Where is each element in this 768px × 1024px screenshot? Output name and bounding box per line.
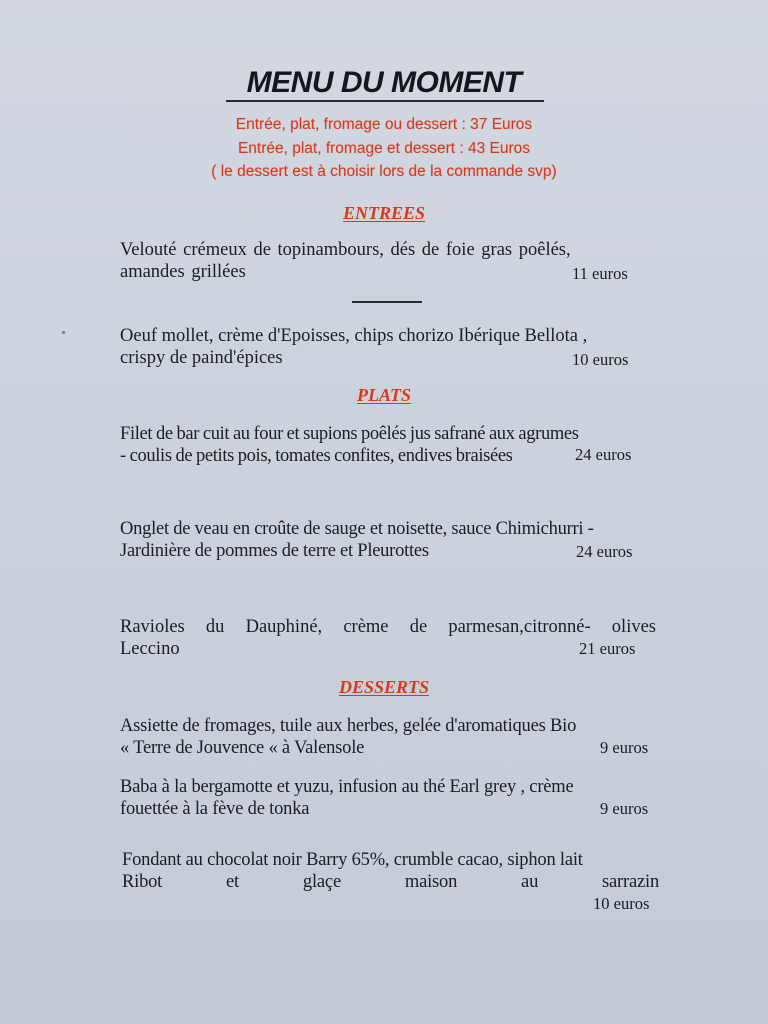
dish-divider (352, 301, 422, 303)
menu-title: MENU DU MOMENT (246, 66, 522, 99)
formula-price-1: Entrée, plat, fromage ou dessert : 37 Euros (235, 116, 533, 133)
dish-line: Fondant au chocolat noir Barry 65%, crumble cacao, siphon lait (122, 850, 583, 870)
dish-price: 9 euros (600, 799, 649, 818)
dish-line: Baba à la bergamotte et yuzu, infusion au thé Earl grey , crème (120, 777, 574, 797)
dish-plat-3 (120, 616, 656, 660)
section-heading-desserts: DESSERTS (338, 677, 430, 697)
dish-price: 21 euros (579, 639, 636, 658)
dish-line: Ravioles du Dauphiné, crème de parmesan,citronné- olives (120, 617, 656, 637)
dish-dessert-2 (120, 776, 660, 820)
dish-price: 10 euros (572, 350, 629, 369)
dish-price: 24 euros (576, 542, 633, 561)
dish-line: Onglet de veau en croûte de sauge et noisette, sauce Chimichurri - (120, 519, 594, 539)
dish-line: Velouté crémeux de topinambours, dés de foie gras poêlés, (120, 240, 571, 260)
dish-line: - coulis de petits pois, tomates confites, endives braisées (120, 446, 513, 466)
dish-line: fouettée à la fève de tonka (120, 799, 310, 819)
dish-price: 9 euros (600, 738, 649, 757)
section-heading-entrees: ENTREES (342, 203, 426, 223)
dish-price: 11 euros (572, 264, 628, 283)
dish-line: crispy de paind'épices (120, 348, 283, 368)
dish-price: 10 euros (593, 894, 650, 913)
section-heading-plats: PLATS (356, 385, 411, 405)
dish-line: Ribot et glaçe maison au sarrazin (122, 872, 659, 892)
dish-line: Jardinière de pommes de terre et Pleurottes (120, 541, 429, 561)
dish-price: 24 euros (575, 445, 632, 464)
paper-speck (62, 331, 65, 334)
dessert-note: ( le dessert est à choisir lors de la commande svp) (211, 163, 557, 180)
dish-line: Filet de bar cuit au four et supions poêlés jus safrané aux agrumes (120, 424, 579, 444)
dish-line: Leccino (120, 639, 180, 659)
dish-dessert-3 (122, 849, 659, 893)
dish-line: Oeuf mollet, crème d'Epoisses, chips chorizo Ibérique Bellota , (120, 326, 588, 346)
title-underline (226, 100, 544, 102)
formula-price-2: Entrée, plat, fromage et dessert : 43 Euros (237, 140, 531, 157)
dish-line: Assiette de fromages, tuile aux herbes, gelée d'aromatiques Bio (120, 716, 577, 736)
dish-dessert-1 (120, 715, 660, 759)
dish-line: « Terre de Jouvence « à Valensole (120, 738, 365, 758)
dish-line: amandes grillées (120, 262, 246, 282)
